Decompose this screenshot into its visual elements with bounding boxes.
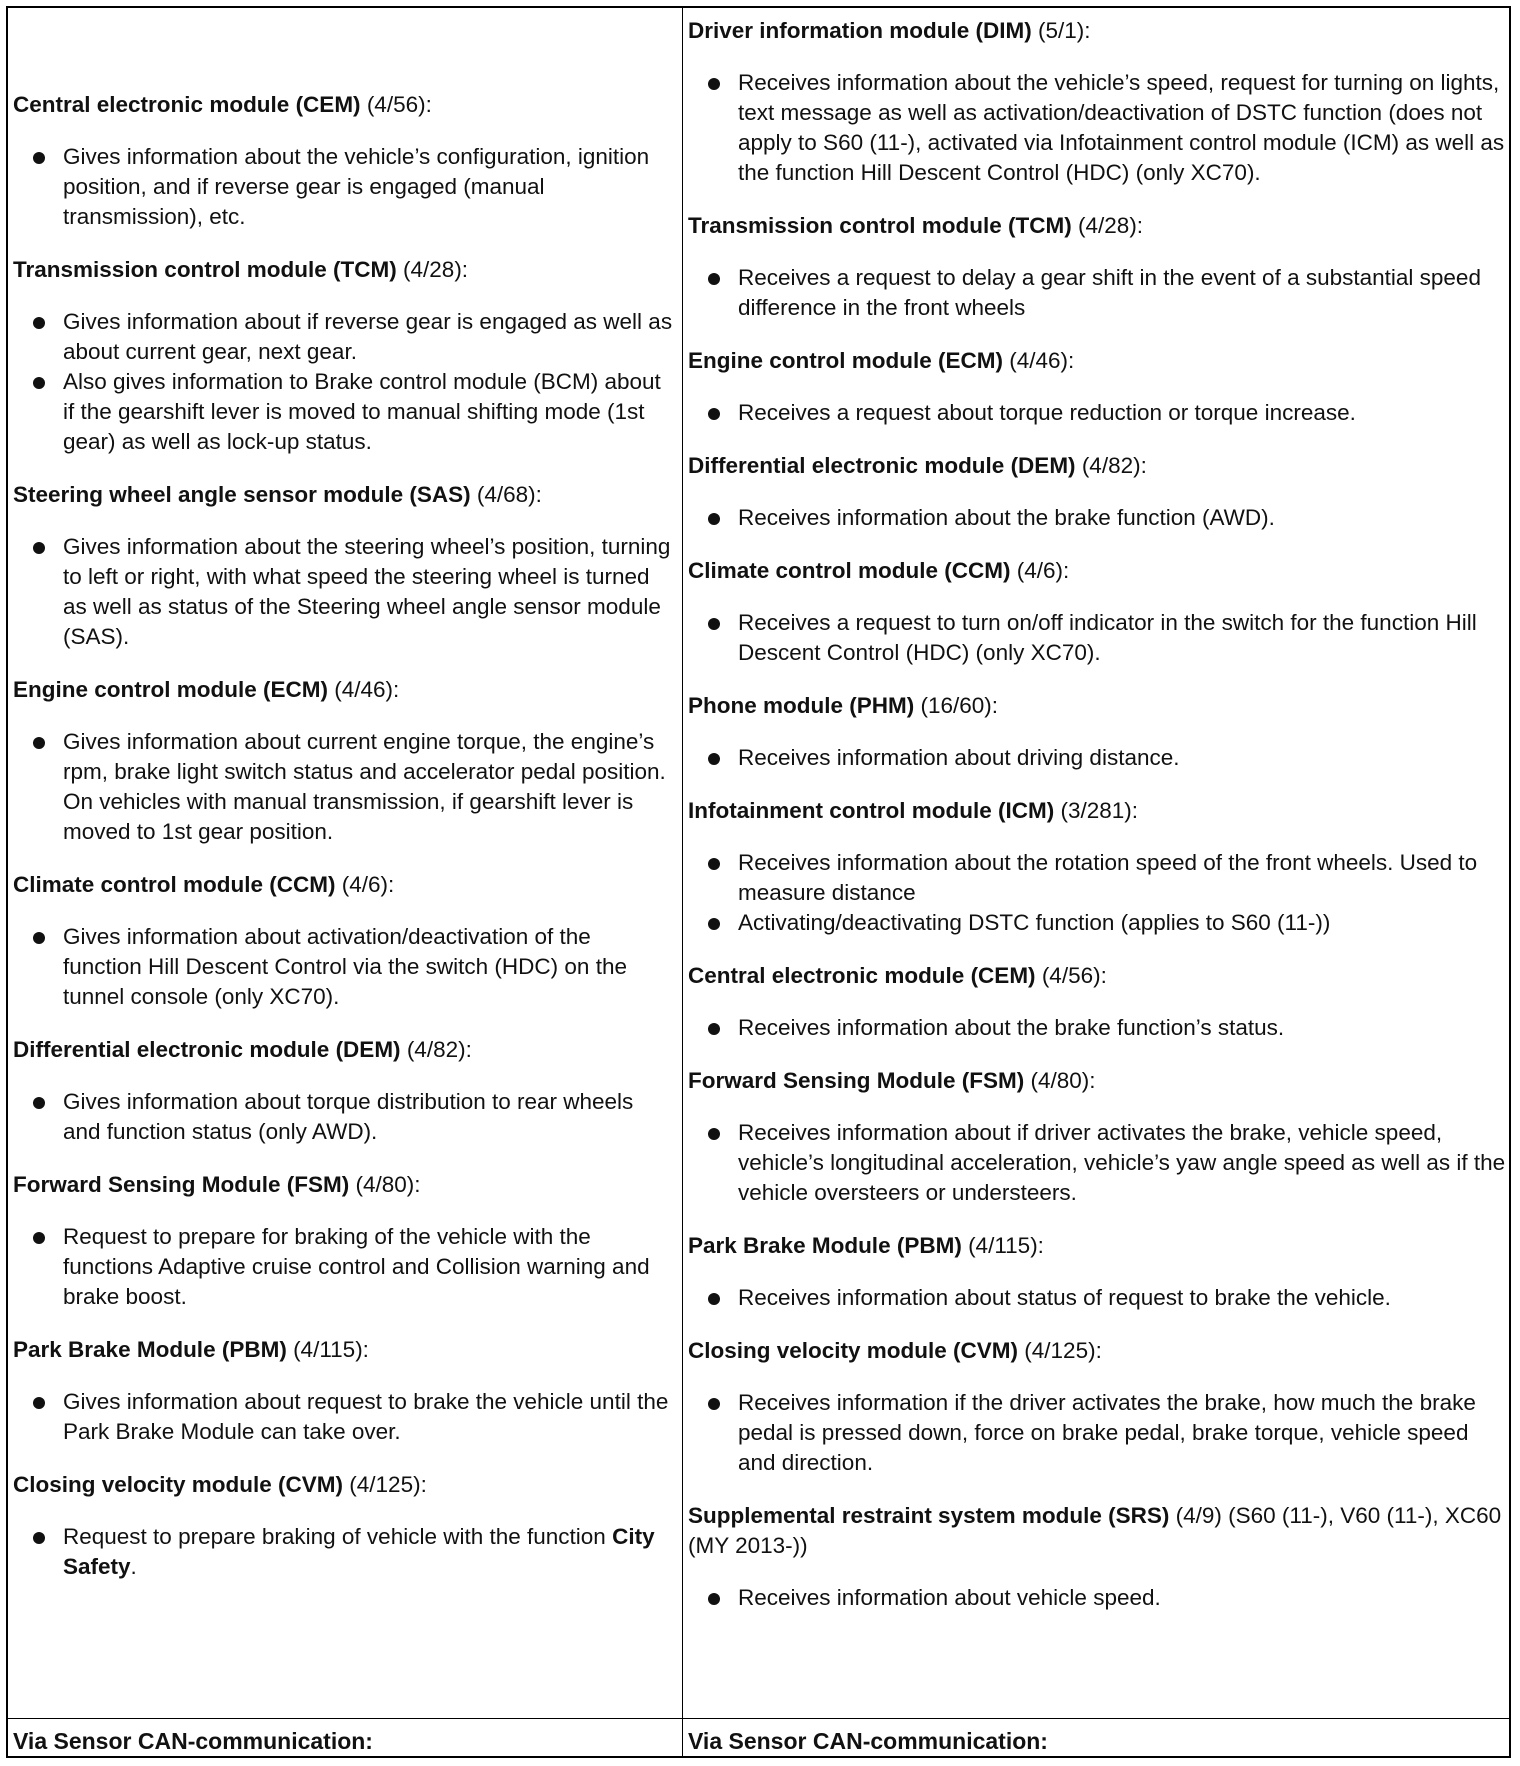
module-title: Climate control module (CCM) [688, 558, 1011, 583]
module-heading [13, 1470, 675, 1500]
bullet-text: Gives information about torque distribution to rear wheels and function status (only AWD). [63, 1089, 634, 1144]
module-heading [13, 255, 675, 285]
bullet-list [688, 608, 1506, 668]
bullet-item [13, 532, 675, 652]
module-section [688, 1231, 1506, 1313]
bullet-text: Receives information about if driver activates the brake, vehicle speed, vehicle’s longitudinal acceleration, vehicle’s yaw angle speed as well as if the vehicle oversteers or understeers. [738, 1120, 1506, 1205]
module-title: Phone module (PHM) [688, 693, 915, 718]
module-title: Engine control module (ECM) [13, 677, 328, 702]
module-ref: (4/46): [1003, 348, 1075, 373]
bullet-item [13, 1387, 675, 1447]
module-heading [688, 796, 1506, 826]
module-ref: (4/125): [343, 1472, 427, 1497]
module-section [13, 1035, 675, 1147]
bullet-list [13, 1087, 675, 1147]
bullet-text: Activating/deactivating DSTC function (applies to S60 (11-)) [738, 910, 1331, 935]
module-ref: (4/115): [961, 1233, 1044, 1258]
module-heading [688, 556, 1506, 586]
module-heading [13, 480, 675, 510]
module-ref: (4/28): [1071, 213, 1144, 238]
bullet-item [13, 922, 675, 1012]
module-section [688, 346, 1506, 428]
module-heading [13, 870, 675, 900]
module-heading [688, 1231, 1506, 1261]
column-divider [682, 8, 683, 1756]
module-ref: (4/9) (S60 (11-), V60 (11-), XC60 (MY 2013-)) [688, 1503, 1502, 1558]
bullet-list [13, 142, 675, 232]
module-title: Closing velocity module (CVM) [688, 1338, 1019, 1363]
module-ref: (5/1): [1031, 18, 1091, 43]
bullet-text: Request to prepare for braking of the vehicle with the functions Adaptive cruise control and Collision warning and brake boost. [63, 1224, 650, 1309]
bullet-text: Also gives information to Brake control module (BCM) about if the gearshift lever is moved to manual shifting mode (1st gear) as well as lock-up status. [63, 369, 661, 454]
module-heading [688, 1066, 1506, 1096]
module-title: Transmission control module (TCM) [13, 257, 397, 282]
module-ref: (16/60): [914, 693, 999, 718]
module-heading [688, 1501, 1506, 1561]
module-heading [688, 16, 1506, 46]
module-section [13, 90, 675, 232]
module-heading [688, 961, 1506, 991]
bullet-text: Receives information about the brake function’s status. [738, 1015, 1285, 1040]
bullet-list [688, 263, 1506, 323]
module-ref: (4/56): [360, 92, 432, 117]
bullet-text: Gives information about the steering wheel’s position, turning to left or right, with what speed the steering wheel is turned as well as status of the Steering wheel angle sensor module (SAS). [63, 534, 671, 649]
bullet-punctuation: . [130, 1554, 137, 1579]
module-ref: (3/281): [1054, 798, 1139, 823]
bullet-bold-text: City Safety [63, 1524, 655, 1579]
module-section [13, 1335, 675, 1447]
bullet-text: Receives a request about torque reduction or torque increase. [738, 400, 1356, 425]
bullet-list [13, 727, 675, 847]
bullet-item [688, 608, 1506, 668]
module-title: Central electronic module (CEM) [688, 963, 1036, 988]
bullet-item [688, 1118, 1506, 1208]
module-ref: (4/6): [1010, 558, 1070, 583]
module-title: Supplemental restraint system module (SRS) [688, 1503, 1170, 1528]
bullet-list [688, 1118, 1506, 1208]
module-heading [688, 1336, 1506, 1366]
bullet-item [688, 503, 1506, 533]
module-section [688, 1336, 1506, 1478]
module-title: Transmission control module (TCM) [688, 213, 1072, 238]
module-title: Climate control module (CCM) [13, 872, 336, 897]
module-section [688, 211, 1506, 323]
module-heading [688, 211, 1506, 241]
module-section [13, 870, 675, 1012]
module-section [688, 796, 1506, 938]
bullet-item [13, 1522, 675, 1582]
bullet-list [13, 1387, 675, 1447]
bullet-item [688, 398, 1506, 428]
module-title: Park Brake Module (PBM) [688, 1233, 962, 1258]
bullet-text: Request to prepare braking of vehicle with the function [63, 1524, 613, 1549]
module-heading [688, 346, 1506, 376]
module-heading [13, 1335, 675, 1365]
module-title: Forward Sensing Module (FSM) [13, 1172, 350, 1197]
module-section [13, 480, 675, 652]
footer-left-label: Via Sensor CAN-communication: [13, 1728, 373, 1754]
module-ref: (4/125): [1018, 1338, 1102, 1363]
module-heading [13, 1035, 675, 1065]
module-section [688, 451, 1506, 533]
module-section [688, 1501, 1506, 1613]
bullet-text: Receives information about driving distance. [738, 745, 1180, 770]
module-title: Steering wheel angle sensor module (SAS) [13, 482, 471, 507]
module-section [688, 961, 1506, 1043]
bullet-list [688, 1583, 1506, 1613]
bullet-list [13, 1522, 675, 1582]
bullet-text: Receives information if the driver activates the brake, how much the brake pedal is pressed down, force on brake pedal, brake torque, vehicle speed and direction. [738, 1390, 1476, 1475]
bullet-text: Receives information about vehicle speed. [738, 1585, 1161, 1610]
bullet-list [688, 68, 1506, 188]
module-heading [13, 1170, 675, 1200]
module-title: Engine control module (ECM) [688, 348, 1003, 373]
bullet-item [13, 367, 675, 457]
bullet-item [688, 743, 1506, 773]
module-ref: (4/6): [335, 872, 395, 897]
module-ref: (4/80): [349, 1172, 421, 1197]
module-heading [688, 691, 1506, 721]
module-title: Closing velocity module (CVM) [13, 1472, 344, 1497]
module-section [688, 556, 1506, 668]
bullet-list [13, 922, 675, 1012]
module-title: Park Brake Module (PBM) [13, 1337, 287, 1362]
bullet-text: Gives information about request to brake the vehicle until the Park Brake Module can take over. [63, 1389, 669, 1444]
module-ref: (4/82): [1075, 453, 1147, 478]
module-ref: (4/68): [470, 482, 542, 507]
bullet-text: Gives information about if reverse gear is engaged as well as about current gear, next gear. [63, 309, 673, 364]
bullet-list [688, 1388, 1506, 1478]
bullet-item [13, 727, 675, 847]
bullet-text: Receives information about the brake function (AWD). [738, 505, 1275, 530]
module-section [688, 1066, 1506, 1208]
bullet-text: Receives a request to delay a gear shift in the event of a substantial speed difference in the front wheels [738, 265, 1481, 320]
bullet-text: Receives information about status of request to brake the vehicle. [738, 1285, 1391, 1310]
bullet-list [13, 307, 675, 457]
bullet-item [688, 68, 1506, 188]
module-ref: (4/28): [396, 257, 469, 282]
bullet-item [688, 1583, 1506, 1613]
bullet-text: Gives information about current engine torque, the engine’s rpm, brake light switch status and accelerator pedal position. On vehicles with manual transmission, if gearshift lever is moved to 1st gear position. [63, 729, 666, 844]
module-heading [13, 675, 675, 705]
module-ref: (4/56): [1035, 963, 1107, 988]
module-section [688, 16, 1506, 188]
bullet-list [688, 848, 1506, 938]
module-section [13, 675, 675, 847]
bullet-text: Gives information about the vehicle’s configuration, ignition position, and if reverse gear is engaged (manual transmission), etc. [63, 144, 650, 229]
bullet-item [688, 1013, 1506, 1043]
module-table [6, 6, 1511, 1758]
bullet-list [13, 532, 675, 652]
module-title: Differential electronic module (DEM) [13, 1037, 401, 1062]
module-heading [13, 90, 675, 120]
bullet-item [13, 142, 675, 232]
module-title: Infotainment control module (ICM) [688, 798, 1055, 823]
bullet-item [13, 307, 675, 367]
module-ref: (4/115): [286, 1337, 369, 1362]
module-section [688, 691, 1506, 773]
bullet-list [688, 1283, 1506, 1313]
module-section [13, 1170, 675, 1312]
module-ref: (4/46): [328, 677, 400, 702]
module-heading [688, 451, 1506, 481]
footer-right-label: Via Sensor CAN-communication: [688, 1728, 1048, 1754]
bullet-list [688, 1013, 1506, 1043]
bullet-text: Gives information about activation/deactivation of the function Hill Descent Control via the switch (HDC) on the tunnel console (only XC70). [63, 924, 627, 1009]
module-ref: (4/80): [1024, 1068, 1096, 1093]
bullet-list [688, 398, 1506, 428]
module-ref: (4/82): [400, 1037, 472, 1062]
bullet-item [688, 1283, 1506, 1313]
bullet-text: Receives a request to turn on/off indicator in the switch for the function Hill Descent Control (HDC) (only XC70). [738, 610, 1477, 665]
bullet-list [688, 503, 1506, 533]
module-title: Central electronic module (CEM) [13, 92, 361, 117]
module-section [13, 255, 675, 457]
bullet-item [688, 263, 1506, 323]
footer-divider [8, 1718, 1509, 1719]
bullet-list [13, 1222, 675, 1312]
module-section [13, 1470, 675, 1582]
bullet-item [688, 908, 1506, 938]
bullet-list [688, 743, 1506, 773]
bullet-item [688, 1388, 1506, 1478]
module-title: Forward Sensing Module (FSM) [688, 1068, 1025, 1093]
module-title: Differential electronic module (DEM) [688, 453, 1076, 478]
right-column [688, 16, 1506, 1636]
bullet-item [688, 848, 1506, 908]
module-title: Driver information module (DIM) [688, 18, 1032, 43]
bullet-text: Receives information about the rotation speed of the front wheels. Used to measure distance [738, 850, 1478, 905]
left-column [13, 90, 675, 1605]
bullet-item [13, 1222, 675, 1312]
bullet-item [13, 1087, 675, 1147]
bullet-text: Receives information about the vehicle’s speed, request for turning on lights, text message as well as activation/deactivation of DSTC function (does not apply to S60 (11-), activated via Infotainment control module (ICM) as well as the function Hill Descent Control (HDC) (only XC70). [738, 70, 1505, 185]
